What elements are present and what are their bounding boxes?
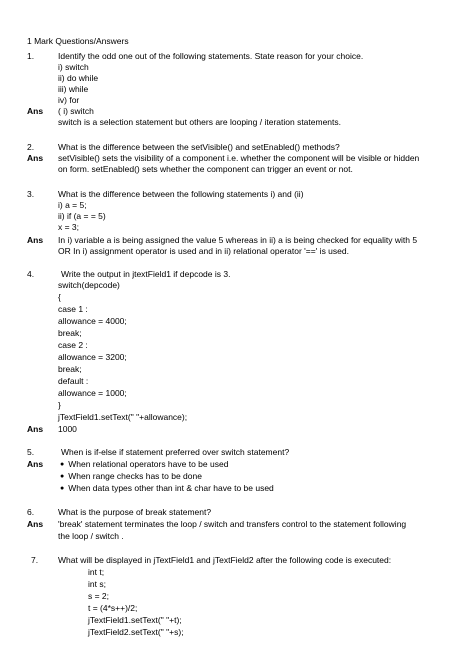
q5-answer-bullet-2: ● When range checks has to be done — [60, 471, 202, 483]
q1-option-3: iii) while — [58, 84, 89, 94]
q1-number: 1. — [27, 51, 35, 61]
q6-ans-label: Ans — [27, 519, 44, 529]
q6-question: What is the purpose of break statement? — [58, 507, 212, 517]
q4-number: 4. — [27, 269, 35, 279]
q5-question: When is if-else if statement preferred over switch statement? — [61, 447, 290, 457]
q4-code-line-6: case 2 : — [58, 340, 88, 350]
q7-code-line-5: jTextField1.setText(" "+t); — [88, 615, 182, 625]
q1-ans-label: Ans — [27, 106, 44, 116]
q6-number: 6. — [27, 507, 35, 517]
q4-code-line-7: allowance = 3200; — [58, 352, 127, 362]
q4-code-line-12: jTextField1.setText(" "+allowance); — [58, 412, 188, 422]
q7-code-line-3: s = 2; — [88, 591, 110, 601]
q4-code-line-1: switch(depcode) — [58, 280, 120, 290]
q3-code-line-2: ii) if (a = = 5) — [58, 211, 106, 221]
q4-code-line-9: default : — [58, 376, 89, 386]
q3-question: What is the difference between the following statements i) and (ii) — [58, 189, 304, 199]
q1-answer-line-2: switch is a selection statement but others are looping / iteration statements. — [58, 117, 342, 127]
page-header: 1 Mark Questions/Answers — [27, 36, 129, 46]
q1-answer-line-1: ( i) switch — [58, 106, 94, 116]
q7-code-line-1: int t; — [88, 567, 105, 577]
q3-ans-label: Ans — [27, 235, 44, 245]
q6-answer-line-2: the loop / switch . — [58, 531, 124, 541]
q2-question: What is the difference between the setVisible() and setEnabled() methods? — [58, 142, 340, 152]
q1-question: Identify the odd one out of the following statements. State reason for your choice. — [58, 51, 364, 61]
q4-question: Write the output in jtextField1 if depcode is 3. — [61, 269, 231, 279]
q7-number: 7. — [31, 555, 39, 565]
q6-answer-line-1: 'break' statement terminates the loop / switch and transfers control to the statement following — [58, 519, 407, 529]
q5-number: 5. — [27, 447, 35, 457]
q2-answer-line-1: setVisible() sets the visibility of a component i.e. whether the component will be visible or hidden — [58, 153, 420, 163]
q3-answer-line-1: In i) variable a is being assigned the value 5 whereas in ii) a is being checked for equality with 5 — [58, 235, 418, 245]
q3-answer-line-2: OR In i) assignment operator is used and in ii) relational operator '==' is used. — [58, 246, 349, 256]
q5-ans-label: Ans — [27, 459, 44, 469]
q7-question: What will be displayed in jTextField1 and jTextField2 after the following code is executed: — [58, 555, 392, 565]
q4-answer: 1000 — [58, 424, 77, 434]
q4-code-line-4: allowance = 4000; — [58, 316, 127, 326]
q3-number: 3. — [27, 189, 35, 199]
q4-code-line-10: allowance = 1000; — [58, 388, 127, 398]
q1-option-4: iv) for — [58, 95, 80, 105]
q5-answer-bullet-3: ● When data types other than int & char have to be used — [60, 483, 274, 495]
q4-code-line-8: break; — [58, 364, 82, 374]
q2-answer-line-2: on form. setEnabled() sets whether the component can trigger an event or not. — [58, 164, 353, 174]
q4-code-line-5: break; — [58, 328, 82, 338]
q3-code-line-3: x = 3; — [58, 222, 80, 232]
q3-code-line-1: i) a = 5; — [58, 200, 87, 210]
q4-ans-label: Ans — [27, 424, 44, 434]
q1-option-1: i) switch — [58, 62, 89, 72]
q4-code-line-2: { — [58, 292, 61, 302]
q5-answer-bullet-1: ● When relational operators have to be used — [60, 459, 228, 471]
q4-code-line-3: case 1 : — [58, 304, 88, 314]
q2-number: 2. — [27, 142, 35, 152]
q1-option-2: ii) do while — [58, 73, 99, 83]
q4-code-line-11: } — [58, 400, 61, 410]
q7-code-line-2: int s; — [88, 579, 106, 589]
q2-ans-label: Ans — [27, 153, 44, 163]
q7-code-line-6: jTextField2.setText(" "+s); — [88, 627, 184, 637]
q7-code-line-4: t = (4*s++)/2; — [88, 603, 138, 613]
